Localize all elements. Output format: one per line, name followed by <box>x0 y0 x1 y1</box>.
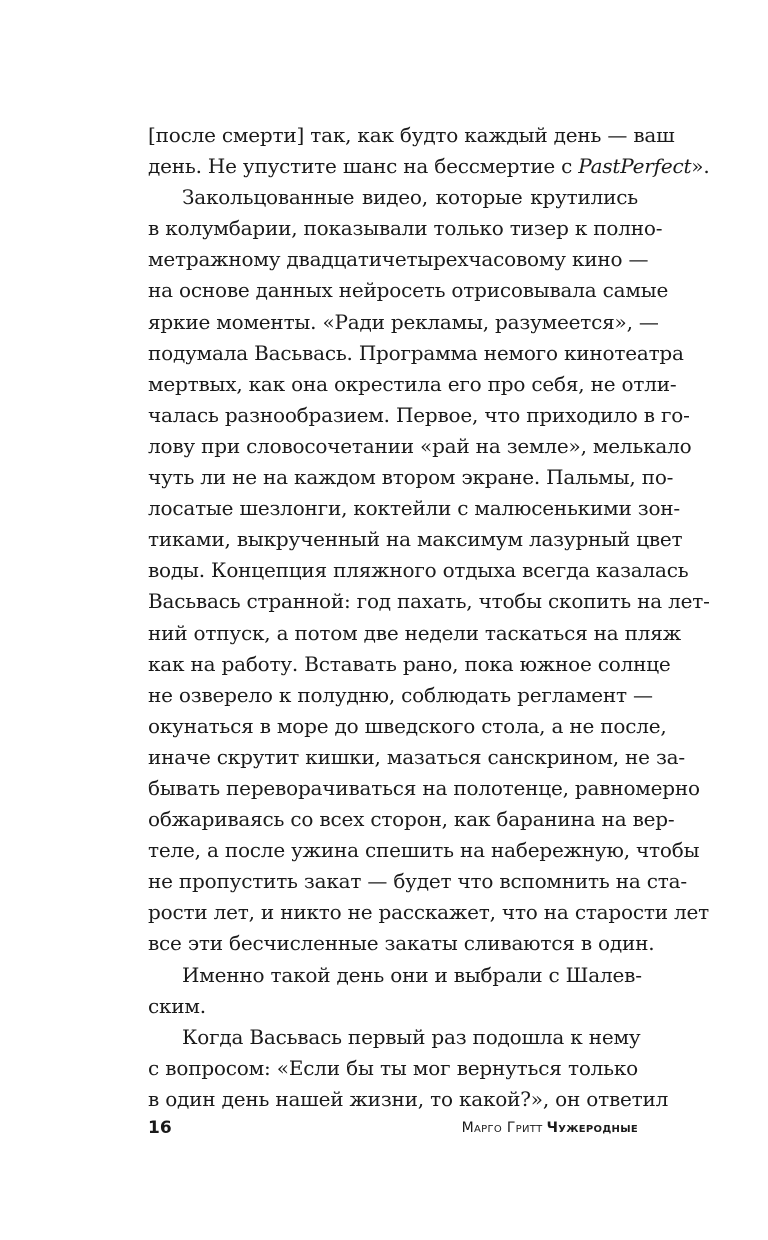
text-line: мертвых, как она окрестила его про себя, не отли- <box>148 371 677 396</box>
text-line: [после смерти] так, как будто каждый день — ваш <box>148 123 675 147</box>
text-line: ний отпуск, а потом две недели таскаться на пляж <box>148 620 681 645</box>
text-line: чуть ли не на каждом втором экране. Пальмы, по- <box>148 465 674 490</box>
text-line: не озверело к полудню, соблюдать регламент — <box>148 682 653 707</box>
text-line: как на работу. Вставать рано, пока южное солнце <box>148 651 671 676</box>
text-line: ским. <box>148 993 206 1018</box>
running-head <box>462 1115 638 1142</box>
page-footer <box>148 1115 638 1141</box>
book-title: Чужеродные <box>546 1120 638 1136</box>
text-line: яркие моменты. «Ради рекламы, разумеется», — <box>148 309 659 334</box>
text-line: на основе данных нейросеть отрисовывала самые <box>148 278 669 303</box>
text-line: рости лет, и никто не расскажет, что на старости лет <box>148 900 710 925</box>
paragraph-start-line: Именно такой день они и выбрали с Шалев- <box>182 962 642 987</box>
paragraph-start-line: Когда Васьвась первый раз подошла к нему <box>182 1024 641 1049</box>
text-line: Васьвась странной: год пахать, чтобы скопить на лет- <box>148 589 710 614</box>
text-line: с вопросом: «Если бы ты мог вернуться только <box>148 1055 638 1080</box>
text-line: не пропустить закат — будет что вспомнить на ста- <box>148 869 687 894</box>
author-name: Марго Гритт <box>461 1120 543 1136</box>
text-line: день. Не упустите шанс на бессмертие с PastPerfect». <box>148 154 710 179</box>
text-line: теле, а после ужина спешить на набережную, чтобы <box>148 838 700 863</box>
text-line: в один день нашей жизни, то какой?», он ответил <box>148 1086 669 1111</box>
text-line: лосатые шезлонги, коктейли с малюсенькими зон- <box>148 496 680 521</box>
paragraph-start-line: Закольцованные видео, которые крутились <box>182 185 638 210</box>
body-text <box>148 120 710 1115</box>
text-line: подумала Васьвась. Программа немого кинотеатра <box>148 340 684 365</box>
text-line: иначе скрутит кишки, мазаться санскрином, не за- <box>148 744 685 769</box>
text-line: тиками, выкрученный на максимум лазурный цвет <box>148 527 683 552</box>
text-line: лову при словосочетании «рай на земле», мелькало <box>148 433 692 458</box>
text-line: воды. Концепция пляжного отдыха всегда казалась <box>148 558 689 583</box>
text-line: в колумбарии, показывали только тизер к полно- <box>148 216 663 241</box>
text-line: бывать переворачиваться на полотенце, равномерно <box>148 775 700 800</box>
text-line: все эти бесчисленные закаты сливаются в один. <box>148 931 655 956</box>
page-number: 16 <box>148 1118 172 1138</box>
text-line: чалась разнообразием. Первое, что приходило в го- <box>148 402 690 427</box>
text-line: метражному двадцатичетырехчасовому кино — <box>148 247 649 272</box>
text-line: обжариваясь со всех сторон, как баранина на вер- <box>148 807 675 832</box>
text-line: окунаться в море до шведского стола, а не после, <box>148 713 667 738</box>
